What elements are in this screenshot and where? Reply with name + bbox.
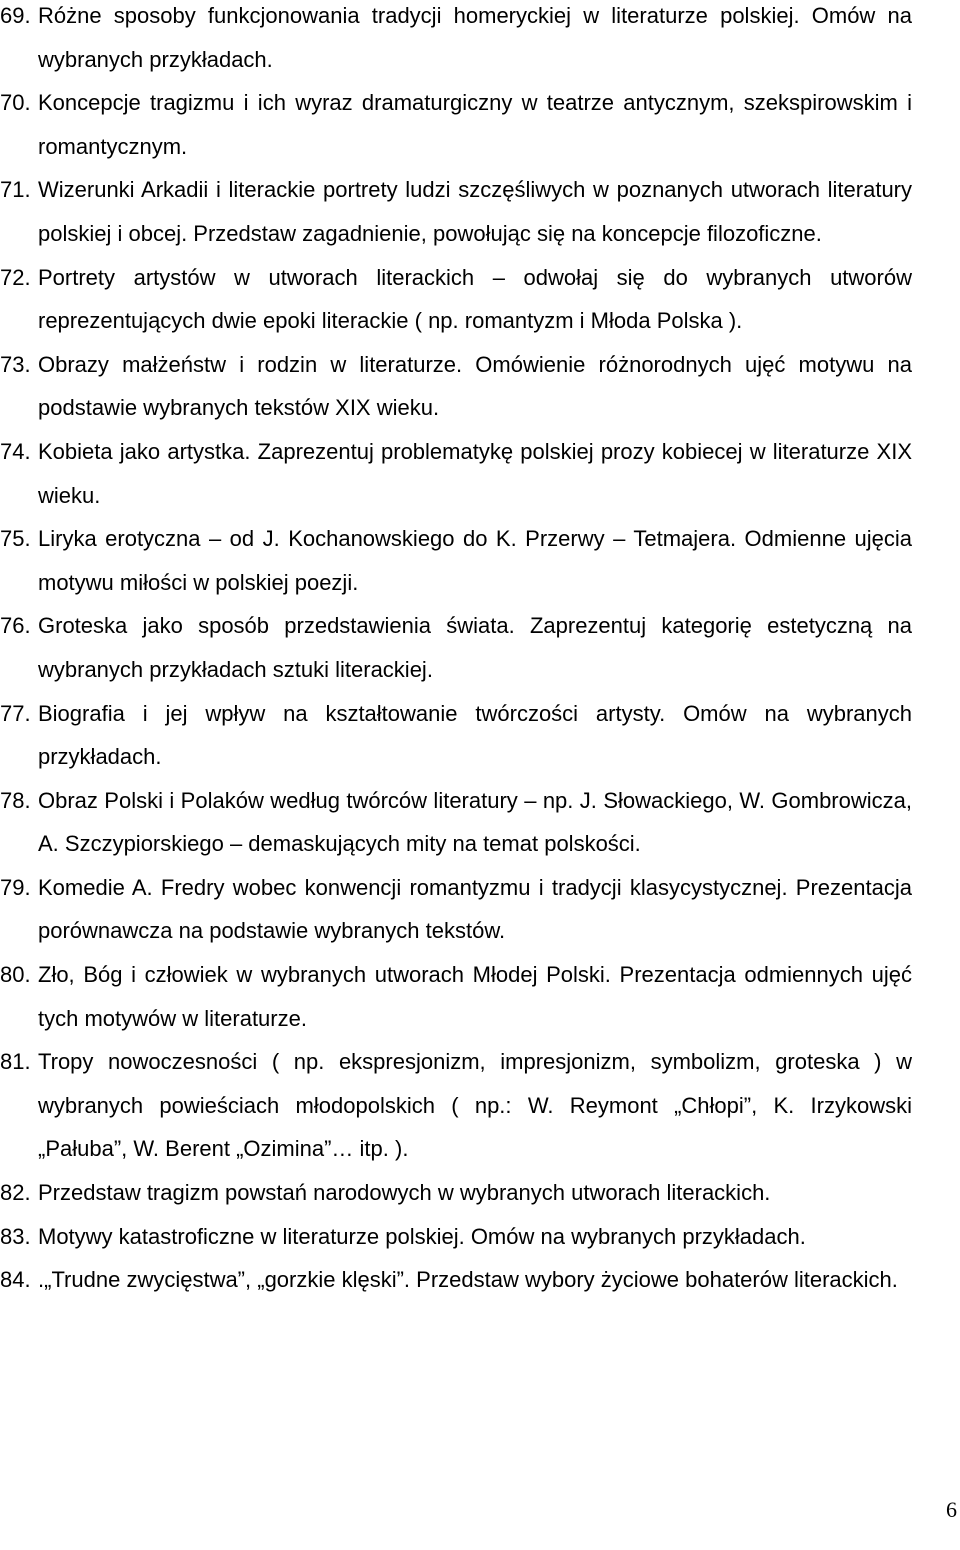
item-number: 82. — [0, 1180, 31, 1206]
item-number: 70. — [0, 90, 31, 116]
item-number: 79. — [0, 874, 31, 900]
item-number: 81. — [0, 1049, 31, 1075]
list-item — [0, 517, 912, 604]
list-item — [0, 168, 912, 255]
list-item — [0, 953, 912, 1040]
item-number: 69. — [0, 3, 31, 28]
item-text: Komedie A. Fredry wobec konwencji romantyzmu i tradycji klasycystycznej. Prezentacja porównawcza na podstawie wybranych tekstów. — [38, 874, 912, 944]
item-text: Groteska jako sposób przedstawienia świata. Zaprezentuj kategorię estetyczną na wybranych przykładach sztuki literackiej. — [38, 613, 912, 682]
list-item — [0, 81, 912, 168]
item-text: Motywy katastroficzne w literaturze polskiej. Omów na wybranych przykładach. — [38, 1223, 806, 1249]
item-number: 76. — [0, 613, 31, 639]
item-number: 78. — [0, 787, 31, 813]
item-text: Tropy nowoczesności ( np. ekspresjonizm, impresjonizm, symbolizm, groteska ) w wybranych powieściach młodopolskich ( np.: W. Reymont „Chłopi”, K. Irzykowski „Pałuba”, W. Berent „Ozimina”… itp. ). — [38, 1049, 912, 1162]
item-text: Portrety artystów w utworach literackich – odwołaj się do wybranych utworów reprezentujących dwie epoki literackie ( np. romantyzm i Młoda Polska ). — [38, 264, 912, 334]
item-number: 77. — [0, 700, 31, 726]
item-number: 84. — [0, 1267, 31, 1293]
list-item — [0, 1258, 912, 1302]
item-number: 75. — [0, 526, 31, 552]
item-text: Biografia i jej wpływ na kształtowanie twórczości artysty. Omów na wybranych przykładach. — [38, 700, 912, 770]
item-text: Koncepcje tragizmu i ich wyraz dramaturgiczny w teatrze antycznym, szekspirowskim i romantycznym. — [38, 90, 912, 159]
list-item — [0, 692, 912, 779]
item-number: 83. — [0, 1223, 31, 1249]
list-item — [0, 866, 912, 953]
item-number: 74. — [0, 438, 31, 464]
list-item — [0, 0, 912, 81]
item-text: Różne sposoby funkcjonowania tradycji homeryckiej w literaturze polskiej. Omów na wybranych przykładach. — [38, 3, 912, 72]
item-text: Obraz Polski i Polaków według twórców literatury – np. J. Słowackiego, W. Gombrowicza, A. Szczypiorskiego – demaskujących mity na temat polskości. — [38, 787, 912, 857]
item-number: 71. — [0, 177, 31, 203]
item-text: Przedstaw tragizm powstań narodowych w wybranych utworach literackich. — [38, 1180, 771, 1206]
list-item — [0, 1040, 912, 1171]
item-text: Zło, Bóg i człowiek w wybranych utworach Młodej Polski. Prezentacja odmiennych ujęć tych motywów w literaturze. — [38, 962, 912, 1031]
item-text: .„Trudne zwycięstwa”, „gorzkie klęski”. Przedstaw wybory życiowe bohaterów literackich. — [38, 1267, 898, 1293]
list-item — [0, 1215, 912, 1259]
list-item — [0, 343, 912, 430]
item-text: Wizerunki Arkadii i literackie portrety ludzi szczęśliwych w poznanych utworach literatury polskiej i obcej. Przedstaw zagadnienie, powołując się na koncepcje filozoficzne. — [38, 177, 912, 246]
item-text: Liryka erotyczna – od J. Kochanowskiego do K. Przerwy – Tetmajera. Odmienne ujęcia motywu miłości w polskiej poezji. — [38, 526, 912, 595]
list-item — [0, 779, 912, 866]
list-item — [0, 430, 912, 517]
item-number: 80. — [0, 962, 31, 988]
item-text: Obrazy małżeństw i rodzin w literaturze. Omówienie różnorodnych ujęć motywu na podstawie wybranych tekstów XIX wieku. — [38, 351, 912, 421]
list-item — [0, 256, 912, 343]
list-item — [0, 604, 912, 691]
list-item — [0, 1171, 912, 1215]
item-number: 73. — [0, 351, 31, 377]
item-text: Kobieta jako artystka. Zaprezentuj problematykę polskiej prozy kobiecej w literaturze XIX wieku. — [38, 438, 912, 508]
page-number: 6 — [946, 1497, 957, 1522]
item-number: 72. — [0, 264, 31, 290]
